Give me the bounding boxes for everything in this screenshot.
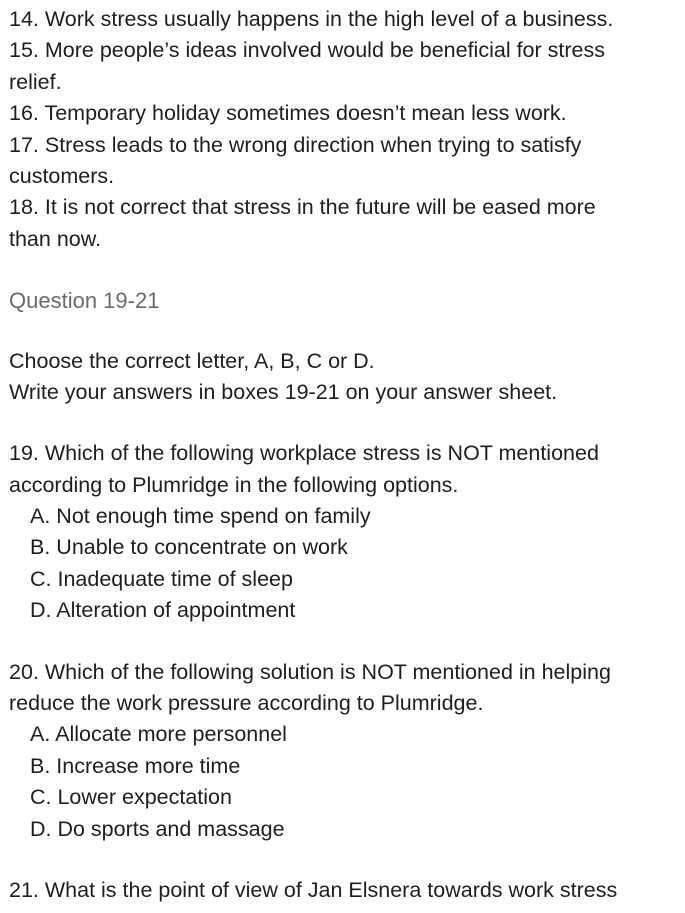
statement-line: customers. — [9, 163, 115, 188]
spacer — [9, 845, 679, 875]
instruction-line: Choose the correct letter, A, B, C or D. — [9, 348, 375, 373]
question-text: reduce the work pressure according to Plumridge. — [9, 691, 484, 716]
statement-line: 18. It is not correct that stress in the future will be eased more — [9, 195, 596, 220]
statement-18 — [9, 192, 679, 255]
option-d: D. Alteration of appointment — [30, 598, 296, 623]
option-b: B. Increase more time — [30, 753, 241, 778]
spacer — [9, 627, 679, 657]
section-heading: Question 19-21 — [9, 288, 160, 314]
statement-line: 17. Stress leads to the wrong direction when trying to satisfy — [9, 132, 582, 157]
instructions — [9, 346, 679, 409]
question-19 — [9, 438, 679, 626]
statement-17 — [9, 130, 679, 193]
spacer — [9, 408, 679, 438]
option-c: C. Inadequate time of sleep — [30, 566, 293, 591]
statement-14 — [9, 4, 679, 35]
option-b: B. Unable to concentrate on work — [30, 535, 348, 560]
statement-15 — [9, 35, 679, 98]
question-20 — [9, 657, 679, 845]
question-text: according to Plumridge in the following options. — [9, 472, 459, 497]
option-a: A. Not enough time spend on family — [30, 504, 371, 529]
statement-line: 15. More people’s ideas involved would be beneficial for stress — [9, 38, 605, 63]
statement-line: 14. Work stress usually happens in the high level of a business. — [9, 7, 614, 31]
statement-16 — [9, 98, 679, 129]
option-a: A. Allocate more personnel — [30, 722, 287, 747]
statement-line: relief. — [9, 69, 62, 94]
option-c: C. Lower expectation — [30, 785, 232, 810]
question-text: 21. What is the point of view of Jan Elsnera towards work stress — [9, 877, 618, 902]
question-21 — [9, 875, 679, 906]
document-page — [9, 4, 679, 906]
question-text: 20. Which of the following solution is NOT mentioned in helping — [9, 659, 611, 684]
statement-line: 16. Temporary holiday sometimes doesn’t mean less work. — [9, 101, 567, 126]
statement-line: than now. — [9, 226, 102, 251]
question-text: 19. Which of the following workplace stress is NOT mentioned — [9, 441, 599, 466]
option-d: D. Do sports and massage — [30, 816, 285, 841]
statement-list — [9, 4, 679, 255]
instruction-line: Write your answers in boxes 19-21 on your answer sheet. — [9, 379, 558, 404]
